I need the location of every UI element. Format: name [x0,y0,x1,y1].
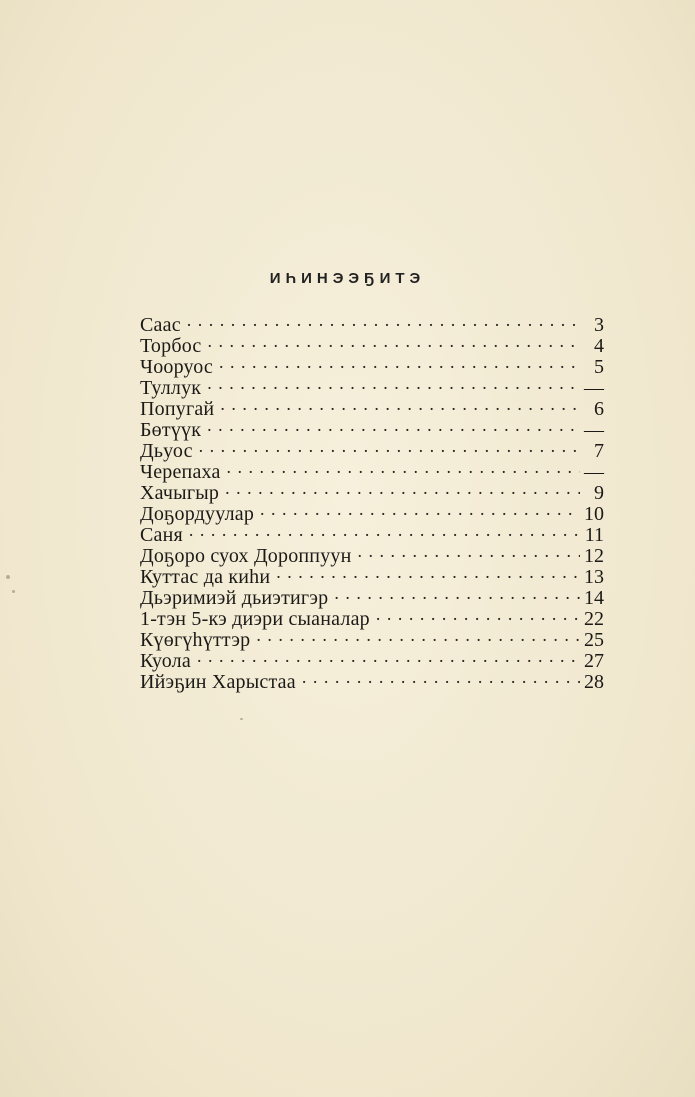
toc-dot-leader [276,562,580,583]
toc-entry-title: Торбос [140,335,202,357]
toc-dot-leader [260,499,580,520]
toc-entry-title: Куттас да киһи [140,566,271,588]
toc-entry-page: 25 [584,629,604,651]
toc-dot-leader [225,478,580,499]
toc-entry [140,373,604,399]
toc-dot-leader [219,352,580,373]
toc-entry-page: 9 [594,482,604,504]
toc-entry [140,625,604,651]
page-title: ИҺИНЭЭҔИТЭ [269,270,426,287]
toc-entry-page: 7 [594,440,604,462]
toc-entry-page: — [584,461,604,483]
toc-dot-leader [376,604,580,625]
toc-entry-title: Күөгүһүттэр [140,629,251,651]
toc-dot-leader [334,583,580,604]
toc-dot-leader [227,457,580,478]
toc-entry-title: Черепаха [140,461,221,483]
toc-entry [140,352,604,378]
toc-entry-title: Доҕордуулар [140,503,255,525]
toc-dot-leader [197,646,580,667]
toc-entry-title: Бөтүүк [140,419,202,441]
toc-entry-title: Хачыгыр [140,482,220,504]
toc-entry-page: 10 [584,503,604,525]
toc-dot-leader [256,625,580,646]
toc-dot-leader [199,436,580,457]
toc-entry-title: Попугай [140,398,215,420]
toc-entry-title: Ийэҕин Харыстаа [140,671,296,693]
toc-entry [140,541,604,567]
toc-dot-leader [187,310,580,331]
toc-entry [140,604,604,630]
table-of-contents [140,310,604,693]
toc-entry [140,457,604,483]
toc-dot-leader [302,667,580,688]
toc-entry [140,583,604,609]
paper-speck [12,590,15,593]
toc-entry-page: 6 [594,398,604,420]
paper-speck [240,718,243,720]
toc-entry-title: Дьэримиэй дьиэтигэр [140,587,329,609]
toc-entry [140,562,604,588]
toc-dot-leader [358,541,580,562]
toc-entry-title: Дьуос [140,440,193,462]
toc-entry-page: 22 [584,608,604,630]
toc-entry-page: — [584,377,604,399]
toc-dot-leader [189,520,580,541]
toc-dot-leader [207,373,580,394]
toc-entry [140,667,604,693]
toc-entry-page: 12 [584,545,604,567]
toc-entry-title: Саас [140,314,181,336]
toc-entry-title: Саня [140,524,183,546]
toc-entry-title: Куола [140,650,191,672]
toc-entry-page: 13 [584,566,604,588]
toc-entry [140,331,604,357]
toc-dot-leader [207,331,580,352]
toc-entry [140,310,604,336]
toc-entry-page: 5 [594,356,604,378]
toc-dot-leader [220,394,580,415]
toc-entry [140,520,604,546]
toc-entry [140,415,604,441]
toc-entry [140,646,604,672]
paper-speck [6,575,10,579]
toc-entry-title: Чооруос [140,356,214,378]
toc-entry-page: 11 [584,524,604,546]
toc-entry [140,478,604,504]
toc-entry [140,499,604,525]
toc-entry-page: 3 [594,314,604,336]
toc-entry-page: — [584,419,604,441]
toc-entry-page: 14 [584,587,604,609]
toc-entry-page: 4 [594,335,604,357]
toc-entry-title: Туллук [140,377,202,399]
toc-entry-page: 27 [584,650,604,672]
toc-entry-title: 1-тэн 5-кэ диэри сыаналар [140,608,370,630]
toc-entry [140,394,604,420]
toc-entry-title: Доҕоро суох Дороппуун [140,545,352,567]
toc-dot-leader [207,415,580,436]
toc-entry-page: 28 [584,671,604,693]
toc-entry [140,436,604,462]
